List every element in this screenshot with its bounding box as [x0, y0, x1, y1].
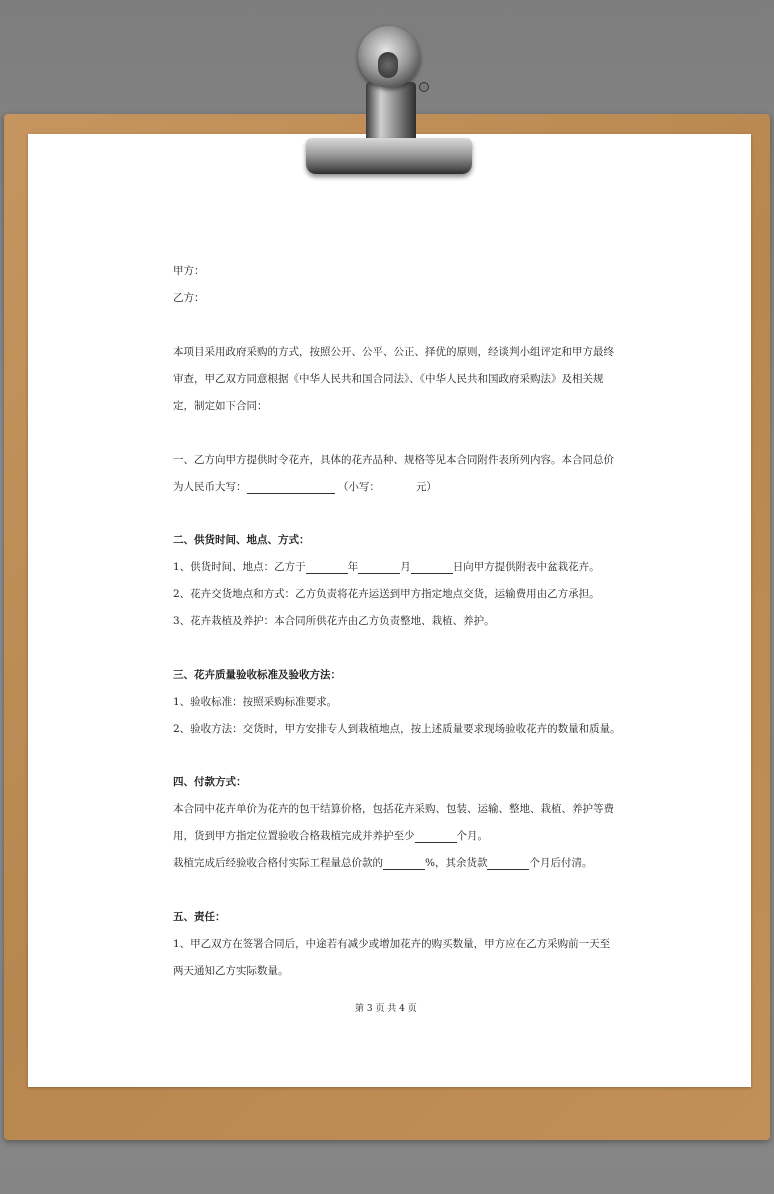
supply-time-label: 1、供货时间、地点：乙方于: [173, 561, 306, 573]
section3-item-1: 1、验收标准：按照采购标准要求。: [173, 696, 338, 708]
section4-line-2: [173, 829, 488, 843]
total-price-label: 为人民币大写：: [173, 481, 247, 493]
intro-line-2: 审查，甲乙双方同意根据《中华人民共和国合同法》、《中华人民共和国政府采购法》及相关规: [173, 373, 604, 385]
section1-line-2: [173, 480, 437, 494]
section3-title: 三、花卉质量验收标准及验收方法：: [173, 669, 341, 681]
months-label: 个月。: [456, 830, 488, 842]
yuan-label: 元）: [415, 481, 437, 493]
balance-months-label: 个月后付清。: [529, 857, 593, 869]
total-price-words-blank: [247, 482, 335, 494]
section2-item-2: 2、花卉交货地点和方式：乙方负责将花卉运送到甲方指定地点交货，运输费用由乙方承担。: [173, 588, 600, 600]
intro-line-1: 本项目采用政府采购的方式，按照公开、公平、公正、择优的原则，经谈判小组评定和甲方最终: [173, 346, 614, 358]
page-footer: 第 3 页 共 4 页: [355, 1004, 417, 1014]
percent-blank: [383, 858, 425, 870]
section2-item-1: [173, 560, 600, 574]
year-label: 年: [347, 561, 359, 573]
year-blank: [306, 562, 348, 574]
payment-percent-label: 栽植完成后经验收合格付实际工程量总价款的: [173, 857, 383, 869]
balance-label: %，其余货款: [425, 857, 488, 869]
section5-line-2: 两天通知乙方实际数量。: [173, 965, 289, 977]
lowercase-label: （小写：: [337, 481, 380, 493]
section4-line-3: [173, 856, 592, 870]
party-a-label: 甲方：: [173, 265, 205, 277]
maintenance-label: 用，货到甲方指定位置验收合格栽植完成并养护至少: [173, 830, 415, 842]
month-blank: [358, 562, 400, 574]
section4-title: 四、付款方式：: [173, 776, 247, 788]
month-label: 月: [400, 561, 411, 573]
day-label: 日向甲方提供附表中盆栽花卉。: [452, 561, 600, 573]
day-blank: [411, 562, 453, 574]
section3-item-2: 2、验收方法：交货时，甲方安排专人到栽植地点，按上述质量要求现场验收花卉的数量和质量。: [173, 723, 621, 735]
section4-line-1: 本合同中花卉单价为花卉的包干结算价格，包括花卉采购、包装、运输、整地、栽植、养护等费: [173, 803, 614, 815]
section5-title: 五、责任：: [173, 911, 226, 923]
intro-line-3: 定，制定如下合同：: [173, 400, 268, 412]
section2-item-3: 3、花卉栽植及养护：本合同所供花卉由乙方负责整地、栽植、养护。: [173, 615, 495, 627]
balance-months-blank: [487, 858, 529, 870]
section5-line-1: 1、甲乙双方在签署合同后，中途若有减少或增加花卉的购买数量，甲方应在乙方采购前一天至: [173, 938, 611, 950]
section2-title: 二、供货时间、地点、方式：: [173, 534, 310, 546]
section1-line-1: 一、乙方向甲方提供时令花卉，具体的花卉品种、规格等见本合同附件表所列内容。本合同总价: [173, 454, 614, 466]
party-b-label: 乙方：: [173, 292, 205, 304]
maintenance-months-blank: [415, 831, 457, 843]
